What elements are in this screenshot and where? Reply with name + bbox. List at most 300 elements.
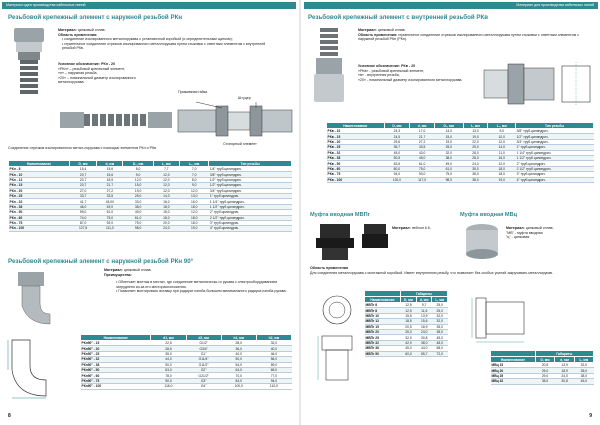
table-cell: 48,0: [432, 340, 448, 345]
table-cell: 24,5: [384, 134, 410, 139]
table-cell: 50,0: [221, 357, 256, 362]
table-cell: РКв - 32: [327, 150, 385, 155]
table-cell: G1/2": [186, 341, 221, 346]
table-cell: 14,0: [153, 193, 179, 198]
table-cell: 111,0: [97, 226, 123, 231]
table-cell: 64,0: [221, 367, 256, 372]
table-cell: 12,0: [180, 188, 209, 193]
table-cell: 44,0: [151, 357, 186, 362]
section-title-rkn: Резьбовой крепежный элемент с наружной резьбой РКн: [8, 14, 183, 21]
mvpg-material-label: Материал:: [392, 226, 411, 230]
header-left: Материал идея производства кабельных линий: [2, 2, 296, 9]
col-header: D₁, мм: [435, 123, 464, 129]
table-cell: 42,0: [400, 340, 416, 345]
table-cell: 49,0: [410, 155, 435, 160]
table-cell: 33,5: [97, 193, 123, 198]
rkn90-photo: [14, 268, 56, 328]
col-header: Наименование: [9, 161, 70, 167]
table-cell: РКн90° - 50: [81, 367, 151, 372]
table-cell: 59,0: [256, 362, 291, 367]
mvc-table: [490, 350, 594, 385]
table-cell: 22,5: [151, 341, 186, 346]
table-cell: МВПг 32: [365, 340, 401, 345]
rkv-description: [358, 28, 590, 42]
table-cell: 27,2: [97, 188, 123, 193]
table-cell: 65,0: [256, 367, 291, 372]
table-cell: 12,0: [123, 177, 153, 182]
table-cell: 7,0: [180, 167, 209, 172]
table-cell: 40,0: [221, 351, 256, 356]
rkn-notation-line: «20» – номинальный диаметр изолированного металлорукава.: [58, 75, 136, 85]
table-cell: 61,0: [97, 210, 123, 215]
table-cell: 13,9: [416, 313, 432, 318]
col-header: d2, мм: [186, 335, 221, 341]
rkn-notation-line: «н» – наружная резьба,: [58, 71, 98, 76]
rkn-material-value: цинковый сплав.: [77, 28, 106, 32]
group-header: Габариты: [535, 351, 593, 357]
table-cell: 24,0: [555, 373, 574, 378]
page-spine: [299, 0, 301, 425]
table-cell: 27,0: [70, 188, 97, 193]
table-cell: 19,0: [435, 139, 464, 144]
mvc-drawing: [470, 290, 530, 346]
table-row: [81, 384, 292, 389]
table-cell: 1" труб.цилиндрич.: [516, 145, 594, 150]
table-cell: 18,5: [97, 177, 123, 182]
table-cell: 116,0: [151, 384, 186, 389]
table-cell: 59,0: [70, 210, 97, 215]
table-cell: 29,6: [384, 139, 410, 144]
col-header: d1, мм: [151, 335, 186, 341]
table-cell: 1" труб.цилиндрич.: [209, 193, 292, 198]
table-cell: G11/2": [186, 362, 221, 367]
table-cell: 18,9: [416, 324, 432, 329]
rkn-hose-photo: [60, 100, 172, 140]
table-cell: 45,0: [574, 379, 593, 384]
rkv-usage-label: Область применения:: [358, 32, 398, 37]
table-cell: 14,0: [488, 145, 516, 150]
table-cell: МВц 15: [491, 363, 536, 368]
table-cell: МВПг 38: [365, 346, 401, 351]
col-header: Тип резьбы: [209, 161, 292, 167]
title-mvpg: Муфта вводная МВПг: [310, 212, 370, 218]
table-cell: 35,0: [463, 166, 488, 171]
table-cell: G3": [186, 378, 221, 383]
table-cell: 32,0: [435, 150, 464, 155]
table-cell: МВПг 50: [365, 351, 401, 356]
table-cell: 15,0: [435, 134, 464, 139]
table-cell: 19,0: [463, 134, 488, 139]
table-cell: 1 1/2" труб.цилиндрич.: [516, 155, 594, 160]
table-cell: 11,0: [488, 150, 516, 155]
col-header: h1, мм: [221, 335, 256, 341]
table-cell: МВПг 8: [365, 303, 401, 308]
table-cell: 12,0: [153, 177, 179, 182]
rkn-material-label: Материал:: [58, 28, 77, 32]
table-cell: 12,0: [180, 210, 209, 215]
table-cell: РКв - 75: [327, 172, 385, 177]
rkn90-material: [104, 268, 289, 277]
table-cell: 77,0: [256, 373, 291, 378]
table-cell: 78,0: [151, 373, 186, 378]
table-cell: 12,5: [400, 308, 416, 313]
table-cell: МВПг 15: [365, 324, 401, 329]
col-header: d, мм: [97, 161, 123, 167]
table-cell: 12,0: [488, 139, 516, 144]
table-cell: 45,0: [384, 150, 410, 155]
table-cell: 25,0: [123, 193, 153, 198]
table-cell: РКв - 60: [327, 166, 385, 171]
table-cell: G2": [186, 367, 221, 372]
table-cell: 100,0: [221, 384, 256, 389]
table-cell: РКв - 38: [327, 155, 385, 160]
table-cell: 17,0: [410, 129, 435, 134]
table-cell: 72,0: [432, 351, 448, 356]
table-cell: РКн90° - 38: [81, 362, 151, 367]
table-cell: 49,0: [435, 161, 464, 166]
rkn90-material-label: Материал:: [104, 268, 123, 272]
table-cell: 117,0: [410, 177, 435, 182]
table-cell: 41,7: [70, 199, 97, 204]
table-cell: 9,0: [180, 183, 209, 188]
table-cell: 19,0: [488, 177, 516, 182]
table-cell: РКн - 15: [9, 183, 70, 188]
table-cell: 58,0: [432, 346, 448, 351]
table-cell: 49,0: [123, 210, 153, 215]
table-cell: 3" труб.цилиндрич.: [516, 172, 594, 177]
table-cell: РКв - 50: [327, 161, 385, 166]
table-cell: 94,0: [384, 172, 410, 177]
table-cell: 36,0: [221, 346, 256, 351]
rkn-notation-line: «РКн» – резьбовой крепежный элемент,: [58, 66, 125, 71]
title-mvc: Муфта вводная МВц: [460, 212, 518, 218]
table-cell: 21,7: [410, 134, 435, 139]
table-cell: 38,0: [435, 155, 464, 160]
table-cell: 43,00: [97, 199, 123, 204]
table-cell: G3/4": [186, 346, 221, 351]
table-cell: МВц 20: [491, 368, 536, 373]
table-cell: 35,7: [384, 145, 410, 150]
rkn90-adv-label: Преимущества:: [104, 272, 132, 277]
table-cell: 15,5: [400, 313, 416, 318]
col-header: Наименование: [365, 297, 401, 303]
rkn90-table: [80, 334, 292, 390]
table-cell: 1/2" труб.цилиндрич.: [516, 134, 594, 139]
table-cell: 1/2" труб.цилиндрич.: [209, 177, 292, 182]
table-cell: 90,0: [151, 378, 186, 383]
label-fitting: Штуцер: [238, 96, 251, 100]
table-row: [327, 177, 594, 182]
rkv-material-value: цинковый сплав.: [377, 28, 406, 32]
table-cell: 25,0: [432, 303, 448, 308]
rkv-usage-text: герметичное соединение отрезков изолированного металлорукава путем стыковки с ответным элементом с наружной резьбой РКн (РКн).: [358, 32, 579, 42]
table-cell: МВПг 10: [365, 313, 401, 318]
table-cell: 28,0: [221, 341, 256, 346]
table-cell: 9,7: [416, 303, 432, 308]
table-cell: РКн90° - 100: [81, 384, 151, 389]
col-header: D, мм: [400, 297, 416, 303]
rkv-notation-label: Условное обозначение: РКв - 20: [358, 64, 416, 68]
rkn-assembly-diagram: [176, 100, 294, 142]
col-header: D₁, мм: [123, 161, 153, 167]
mv-usage: [310, 266, 594, 275]
table-cell: 18,0: [488, 172, 516, 177]
rkv-notation-line: «РКв» - резьбовой крепежный элемент,: [358, 68, 424, 73]
table-cell: 2" труб.цилиндрич.: [516, 161, 594, 166]
table-cell: 61,0: [410, 161, 435, 166]
col-header: d, мм: [555, 357, 574, 363]
table-cell: 10,0: [488, 134, 516, 139]
table-cell: РКн90° - 75: [81, 378, 151, 383]
table-cell: РКв - 100: [327, 177, 385, 182]
table-cell: 75,0: [435, 172, 464, 177]
table-cell: 32,0: [400, 335, 416, 340]
mvpg-table: [364, 290, 448, 357]
table-cell: 84,0: [221, 378, 256, 383]
table-cell: 94,0: [256, 378, 291, 383]
table-cell: 38,0: [123, 204, 153, 209]
table-cell: 18,0: [153, 215, 179, 220]
rkn-usage-label: Область применения:: [58, 32, 98, 37]
table-cell: 45,0: [432, 335, 448, 340]
table-cell: 75,0: [410, 166, 435, 171]
rkv-notation-line: «в» - внутренняя резьба,: [358, 73, 400, 78]
rkv-material-label: Материал:: [358, 28, 377, 32]
table-cell: 38,0: [416, 340, 432, 345]
col-header: d, мм: [416, 297, 432, 303]
table-cell: 90,0: [410, 172, 435, 177]
table-cell: 50,0: [151, 362, 186, 367]
table-row: [365, 351, 448, 356]
table-cell: 1/4" труб.цилиндрич.: [209, 167, 292, 172]
table-cell: РКн - 38: [9, 204, 70, 209]
table-cell: 1 1/2" труб.цилиндрич.: [209, 204, 292, 209]
table-cell: 20,7: [70, 172, 97, 177]
rkn-table: [8, 160, 292, 232]
table-cell: 22,0: [463, 139, 488, 144]
rkn90-adv-item: • Позволяет монтировать вставку при радиусе изгиба большем минимального радиуса изгиба рукава.: [116, 289, 292, 294]
table-cell: РКн - 50: [9, 210, 70, 215]
label-nut: Прижимная гайка: [178, 90, 208, 94]
rkv-notation: [358, 64, 474, 82]
rkn90-drawing: [6, 334, 56, 400]
mv-usage-text: Для соединения металлорукава с монтажной коробкой. Имеет внутреннюю резьбу, что позволяет без особых усилий закручивать металлорукав.: [310, 270, 553, 275]
rkn-photo: [8, 26, 50, 96]
table-cell: 25,0: [432, 308, 448, 313]
table-cell: 1/2" труб.цилиндрич.: [209, 183, 292, 188]
table-cell: 12,5: [400, 303, 416, 308]
table-cell: 18,0: [153, 204, 179, 209]
table-cell: 18,0: [180, 220, 209, 225]
table-cell: G21/2": [186, 373, 221, 378]
table-cell: 12,0: [153, 172, 179, 177]
table-cell: 25,0: [463, 145, 488, 150]
table-cell: 38,0: [463, 177, 488, 182]
table-cell: 18,0: [153, 210, 179, 215]
table-cell: 92,0: [97, 220, 123, 225]
table-cell: 3/4" труб.цилиндрич.: [209, 188, 292, 193]
table-cell: 127,5: [70, 226, 97, 231]
table-cell: 49,0: [97, 204, 123, 209]
table-cell: 3/4" труб.цилиндрич.: [516, 139, 594, 144]
rkv-photo: [312, 26, 348, 106]
table-cell: 28,0: [463, 155, 488, 160]
col-header: D, мм: [70, 161, 97, 167]
table-cell: 2 1/2" труб.цилиндрич.: [516, 166, 594, 171]
table-cell: 19,0: [180, 226, 209, 231]
rkv-table: [326, 122, 594, 183]
group-header: Габариты: [400, 291, 447, 297]
table-row: [491, 379, 594, 384]
col-header: h2, мм: [256, 335, 291, 341]
table-cell: 35,0: [151, 351, 186, 356]
table-cell: РКн - 8: [9, 167, 70, 172]
table-cell: 120,0: [384, 177, 410, 182]
table-cell: 11,6: [416, 308, 432, 313]
table-cell: 3/8" труб.цилиндрич.: [516, 129, 594, 134]
table-cell: 13,9: [555, 363, 574, 368]
table-cell: 3/8" труб.цилиндрич.: [209, 172, 292, 177]
table-cell: 18,9: [555, 368, 574, 373]
table-cell: 50,5: [384, 155, 410, 160]
table-cell: 1 1/4" труб.цилиндрич.: [209, 199, 292, 204]
table-cell: 25,0: [535, 368, 555, 373]
table-cell: 20,0: [153, 220, 179, 225]
table-cell: 9,0: [123, 172, 153, 177]
table-cell: 12,0: [488, 161, 516, 166]
table-cell: 70,0: [221, 373, 256, 378]
table-cell: 8,0: [180, 177, 209, 182]
table-cell: 98,0: [123, 226, 153, 231]
table-cell: 33,5: [410, 145, 435, 150]
col-header: L, мм: [574, 357, 593, 363]
page-number-left: 8: [8, 413, 11, 419]
table-cell: 30,8: [416, 335, 432, 340]
table-cell: 32,0: [432, 319, 448, 324]
table-cell: 20,5: [400, 324, 416, 329]
table-cell: 38,0: [463, 172, 488, 177]
mvpg-material-value: нейлон 6.6.: [411, 226, 431, 230]
table-cell: 18,5: [400, 319, 416, 324]
table-cell: 1 1/4" труб.цилиндрич.: [516, 150, 594, 155]
table-cell: 14,0: [435, 129, 464, 134]
col-header: L, мм: [463, 123, 488, 129]
rkn90-advantages: [112, 280, 292, 294]
col-header: L₁, мм: [180, 161, 209, 167]
table-cell: 46,0: [70, 204, 97, 209]
table-cell: 60,0: [400, 351, 416, 356]
table-cell: 33,0: [123, 199, 153, 204]
table-cell: G4": [186, 384, 221, 389]
table-cell: 8,0: [123, 167, 153, 172]
table-row: [9, 226, 292, 231]
table-cell: 15,0: [123, 183, 153, 188]
table-cell: 7,0: [180, 172, 209, 177]
table-cell: МВПг 8: [365, 308, 401, 313]
table-cell: 87,0: [70, 220, 97, 225]
label-stop-element: Стопорный элемент: [223, 142, 257, 146]
table-cell: РКн90° - 20: [81, 346, 151, 351]
table-cell: 21,7: [97, 183, 123, 188]
table-cell: РКн90° - 60: [81, 373, 151, 378]
table-cell: 43,0: [410, 150, 435, 155]
table-cell: 2 1/2" труб.цилиндрич.: [209, 215, 292, 220]
rkv-drawing: [480, 58, 594, 110]
table-cell: МВц 25: [491, 373, 536, 378]
table-cell: 28,5: [151, 346, 186, 351]
table-cell: МВПг 25: [365, 335, 401, 340]
table-cell: РКв - 15: [327, 134, 385, 139]
mvpg-material: [392, 226, 452, 231]
table-cell: 18,0: [488, 166, 516, 171]
col-header: D, мм: [535, 357, 555, 363]
table-cell: 75,0: [123, 220, 153, 225]
rkn-notation-label: Условное обозначение: РКн - 20: [58, 62, 116, 66]
table-cell: 24,3: [384, 129, 410, 134]
mvc-line: "ц" - цинковая: [506, 235, 530, 240]
table-cell: 3" труб.цилиндрич.: [209, 220, 292, 225]
section-title-rkv: Резьбовой крепежный элемент с внутренней резьбой РКв: [308, 14, 489, 21]
table-cell: 29,0: [535, 373, 555, 378]
mvpg-photo-2: [360, 222, 390, 252]
table-cell: 56,0: [256, 357, 291, 362]
table-cell: 80,0: [384, 166, 410, 171]
table-cell: 61,0: [123, 215, 153, 220]
mvpg-photo: [312, 222, 358, 262]
page-number-right: 9: [589, 413, 592, 419]
table-cell: 16,0: [180, 199, 209, 204]
table-cell: 75,0: [97, 215, 123, 220]
table-cell: РКн - 20: [9, 188, 70, 193]
table-cell: 32,0: [256, 341, 291, 346]
table-cell: 25,0: [435, 145, 464, 150]
table-cell: 16,0: [488, 155, 516, 160]
table-cell: 9,0: [488, 129, 516, 134]
table-cell: 19,0: [123, 188, 153, 193]
table-cell: 20,7: [70, 183, 97, 188]
table-cell: 38,0: [432, 329, 448, 334]
table-cell: 24,0: [153, 226, 179, 231]
table-cell: 16,0: [153, 199, 179, 204]
rkn-caption: Соединение отрезков изолированного метал-лорукава с помощью элементов РКн и РКв: [8, 146, 157, 150]
rkn90-adv-item: • Облегчает монтаж в местах, где соединение металлическо-го рукава с электрооборудованием затруднено из-за его месторасположения.: [116, 280, 292, 289]
table-cell: 30,8: [555, 379, 574, 384]
table-cell: 24,0: [416, 329, 432, 334]
table-cell: РКн - 75: [9, 220, 70, 225]
mvc-line: "МВ" - муфта вводная: [506, 230, 543, 235]
table-cell: 110,0: [256, 384, 291, 389]
table-cell: МВПг 12: [365, 319, 401, 324]
col-header: D, мм: [384, 123, 410, 129]
table-cell: РКн - 100: [9, 226, 70, 231]
table-cell: 20,5: [535, 363, 555, 368]
table-cell: РКн90° - 32: [81, 357, 151, 362]
table-cell: 4" труб.цилиндрич.: [209, 226, 292, 231]
table-cell: 40,0: [256, 346, 291, 351]
mvpg-drawing: [312, 290, 362, 388]
table-cell: 24,0: [463, 161, 488, 166]
table-cell: РКв - 10: [327, 129, 385, 134]
mvc-material-value: цинковый сплав.: [525, 226, 554, 230]
table-cell: 13,0: [463, 129, 488, 134]
table-cell: 15,6: [97, 172, 123, 177]
table-cell: РКн - 25: [9, 193, 70, 198]
table-cell: РКн - 10: [9, 172, 70, 177]
table-cell: 45,0: [400, 346, 416, 351]
table-cell: 7,7: [153, 167, 179, 172]
table-cell: 20,7: [70, 177, 97, 182]
table-cell: РКв - 20: [327, 139, 385, 144]
